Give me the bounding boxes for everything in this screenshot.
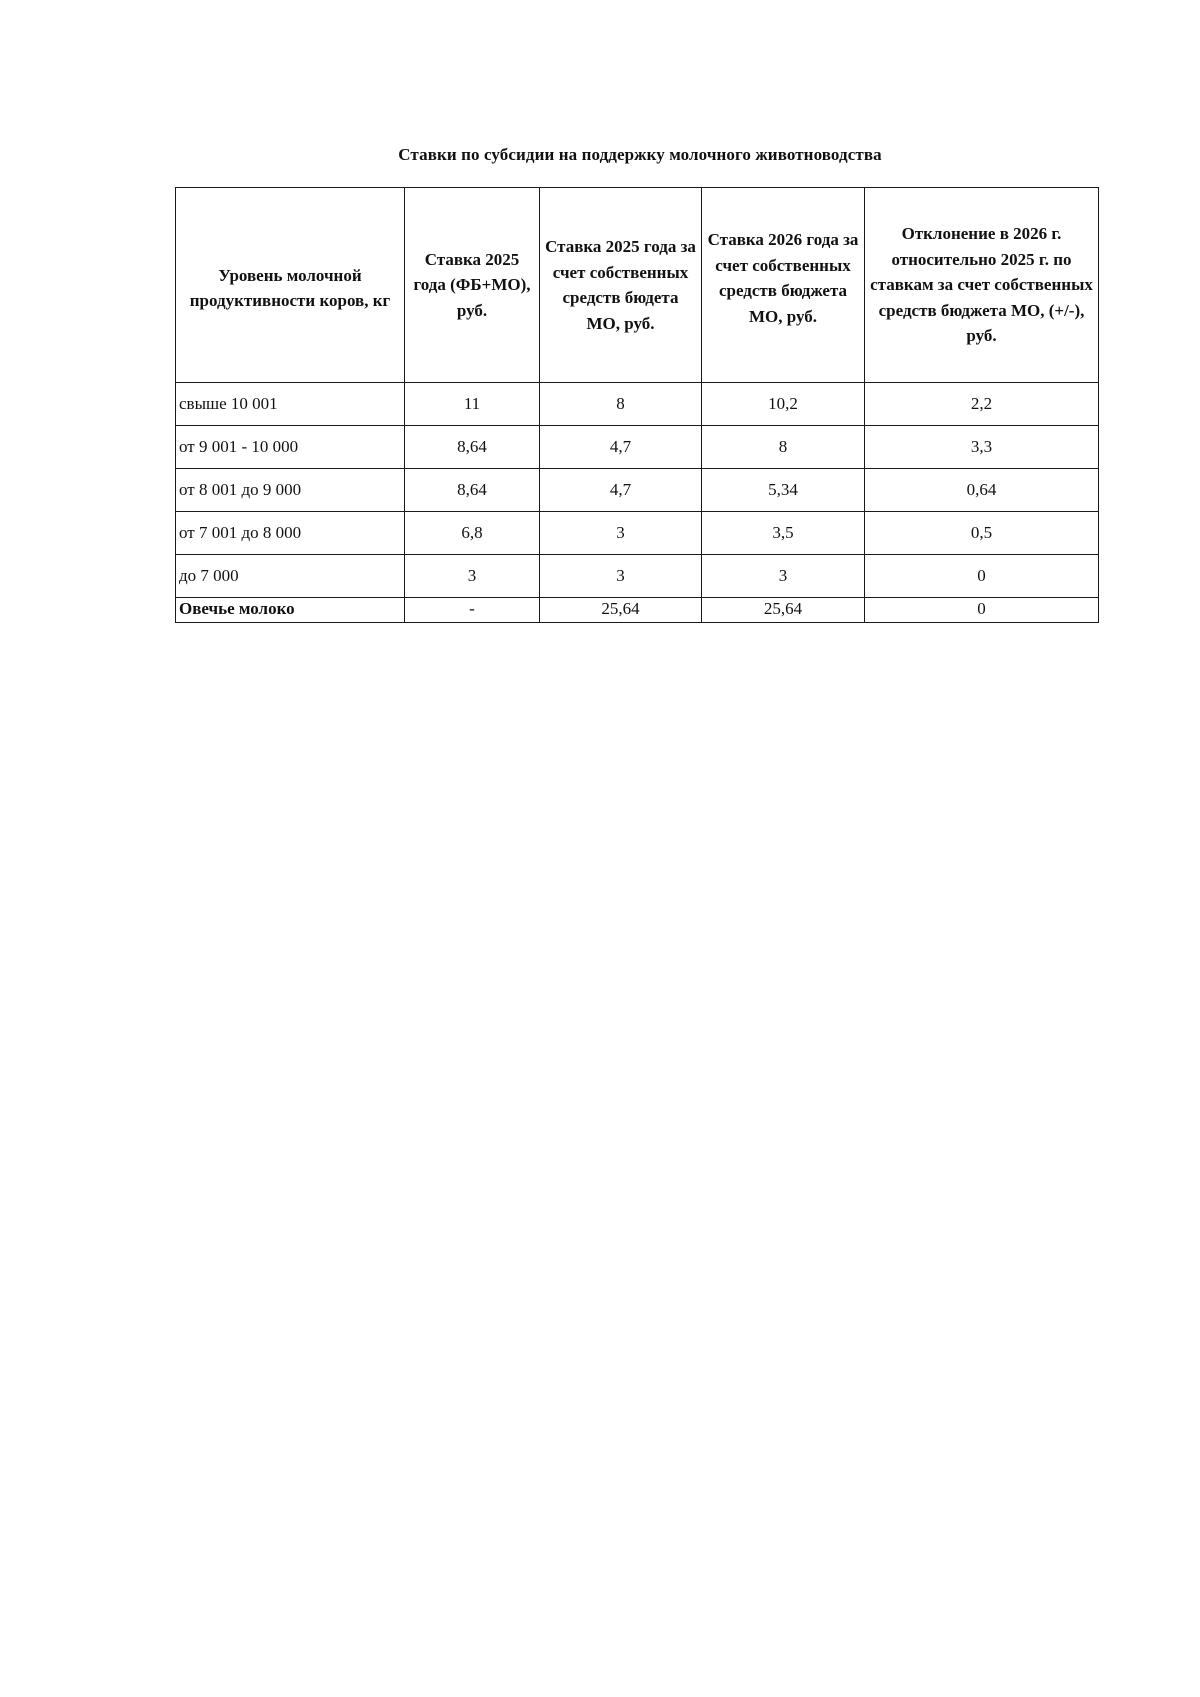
cell-level: до 7 000 [176, 555, 405, 598]
cell-deviation: 2,2 [865, 383, 1099, 426]
cell-rate-2025-total: 11 [405, 383, 540, 426]
cell-deviation: 3,3 [865, 426, 1099, 469]
cell-rate-2025-own: 3 [540, 555, 702, 598]
cell-level: свыше 10 001 [176, 383, 405, 426]
cell-rate-2025-own: 3 [540, 512, 702, 555]
header-rate-2025-total: Ставка 2025 года (ФБ+МО), руб. [405, 188, 540, 383]
header-rate-2026-own: Ставка 2026 года за счет собственных средств бюджета МО, руб. [702, 188, 865, 383]
rates-table [175, 187, 1099, 623]
table-row [176, 512, 1099, 555]
header-deviation: Отклонение в 2026 г. относительно 2025 г. по ставкам за счет собственных средств бюджета МО, (+/-), руб. [865, 188, 1099, 383]
header-rate-2025-own: Ставка 2025 года за счет собственных средств бюдета МО, руб. [540, 188, 702, 383]
page-title: Ставки по субсидии на поддержку молочного животноводства [398, 145, 882, 164]
cell-rate-2025-own: 25,64 [540, 598, 702, 623]
header-productivity-level: Уровень молочной продуктивности коров, кг [176, 188, 405, 383]
cell-deviation: 0 [865, 555, 1099, 598]
cell-rate-2026-own: 3,5 [702, 512, 865, 555]
cell-rate-2026-own: 5,34 [702, 469, 865, 512]
cell-rate-2026-own: 10,2 [702, 383, 865, 426]
cell-level: от 8 001 до 9 000 [176, 469, 405, 512]
cell-rate-2025-total: 3 [405, 555, 540, 598]
table-row [176, 598, 1099, 623]
cell-rate-2025-total: 8,64 [405, 426, 540, 469]
cell-rate-2026-own: 25,64 [702, 598, 865, 623]
cell-level: от 7 001 до 8 000 [176, 512, 405, 555]
cell-rate-2025-total: 8,64 [405, 469, 540, 512]
cell-rate-2025-total: - [405, 598, 540, 623]
table-row [176, 426, 1099, 469]
cell-rate-2025-own: 4,7 [540, 469, 702, 512]
cell-deviation: 0,64 [865, 469, 1099, 512]
table-row [176, 469, 1099, 512]
cell-rate-2026-own: 3 [702, 555, 865, 598]
cell-rate-2026-own: 8 [702, 426, 865, 469]
table-row [176, 383, 1099, 426]
cell-rate-2025-own: 8 [540, 383, 702, 426]
cell-rate-2025-total: 6,8 [405, 512, 540, 555]
cell-deviation: 0 [865, 598, 1099, 623]
cell-level: от 9 001 - 10 000 [176, 426, 405, 469]
table-header-row [176, 188, 1099, 383]
cell-deviation: 0,5 [865, 512, 1099, 555]
cell-level: Овечье молоко [176, 598, 405, 623]
cell-rate-2025-own: 4,7 [540, 426, 702, 469]
table-row [176, 555, 1099, 598]
